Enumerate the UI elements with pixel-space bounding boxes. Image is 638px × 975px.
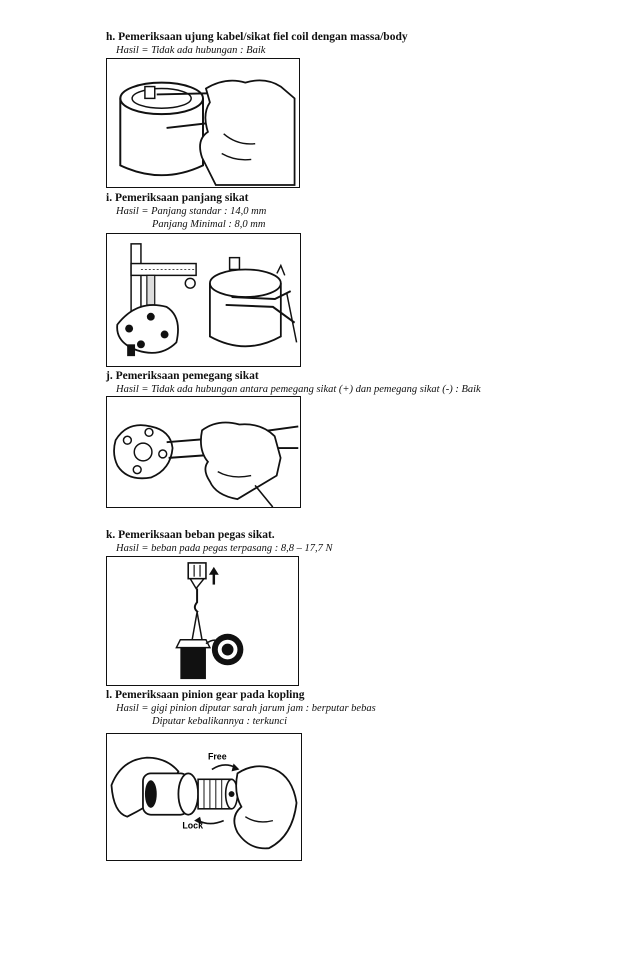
free-label: Free [207,751,227,762]
spring-load-illustration [107,557,298,685]
section-result: Hasil = Tidak ada hubungan antara pemegang sikat (+) dan pemegang sikat (-) : Baik [116,384,481,395]
section-k [106,528,606,555]
section-i [106,191,606,231]
figure-field-coil-test [106,58,300,188]
section-h [106,30,606,57]
section-result: Hasil = Tidak ada hubungan : Baik [116,45,266,56]
section-l [106,688,606,728]
brush-length-illustration [107,234,300,366]
section-result: Hasil = beban pada pegas terpasang : 8,8 – 17,7 N [116,543,333,554]
figure-pinion-clutch [106,733,302,861]
section-result: Hasil = gigi pinion diputar sarah jarum jam : berputar bebas [116,703,376,714]
section-j [106,369,606,396]
section-heading: h. Pemeriksaan ujung kabel/sikat fiel coil dengan massa/body [106,31,408,43]
section-result: Hasil = Panjang standar : 14,0 mm [116,206,267,217]
section-heading: i. Pemeriksaan panjang sikat [106,192,249,204]
section-result-line2: Diputar kebalikannya : terkunci [152,716,288,727]
figure-brush-holder-test [106,396,301,508]
pinion-clutch-illustration [107,734,301,860]
section-heading: j. Pemeriksaan pemegang sikat [106,370,259,382]
brush-holder-test-illustration [107,397,300,507]
section-result-line2: Panjang Minimal : 8,0 mm [152,219,266,230]
section-heading: k. Pemeriksaan beban pegas sikat. [106,529,275,541]
figure-brush-length [106,233,301,367]
section-heading: l. Pemeriksaan pinion gear pada kopling [106,689,305,701]
field-coil-test-illustration [107,59,299,187]
figure-spring-load [106,556,299,686]
lock-label: Lock [182,820,203,831]
